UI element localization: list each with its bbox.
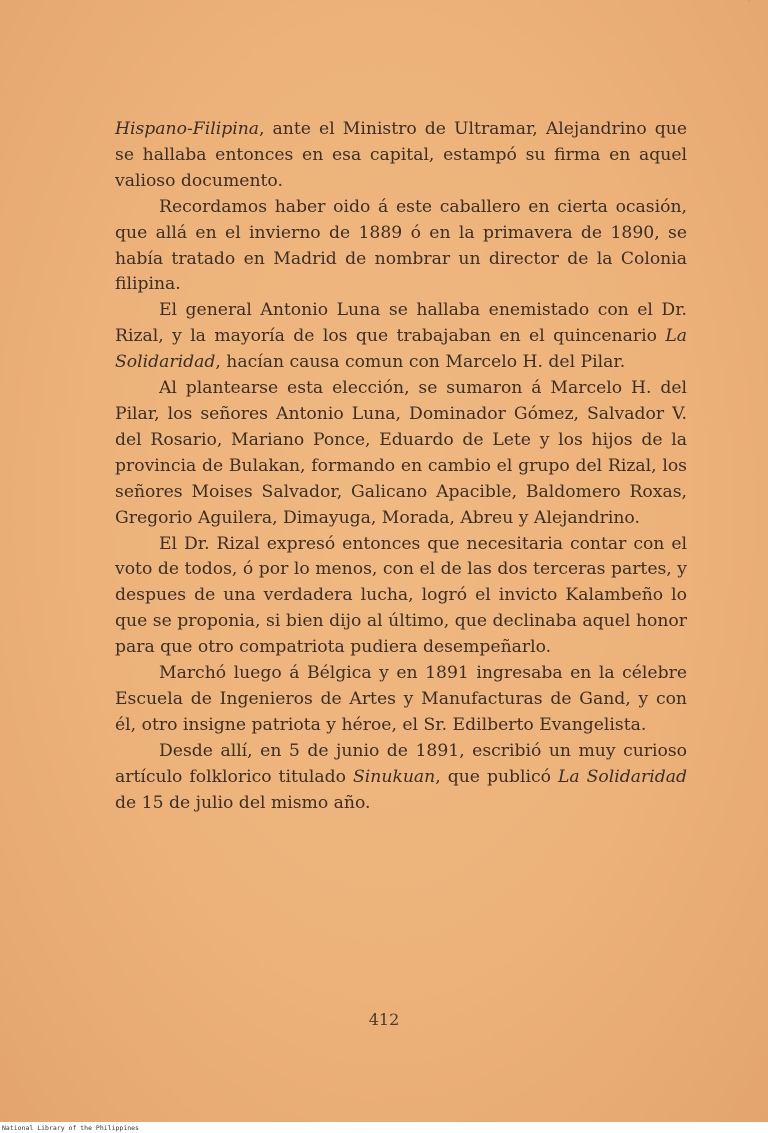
paragraph-4 [115,376,687,531]
paragraph-2 [115,195,687,299]
italic-title-la-solidaridad-2: La Solidaridad [558,766,687,787]
paragraph-2-text: Recordamos haber oido á este caballero en cierta ocasión, que allá en el invierno de 1889 ó en la primavera de 1890, se había tratado en Madrid de nombrar un director de la Colonia filipina. [115,196,687,295]
page-number: 412 [368,1010,400,1029]
paragraph-7-text-before: Desde allí, en 5 de junio de 1891, escribió un muy curioso artículo folklorico titulado [115,740,687,787]
paragraph-7-text-middle: , que publicó [435,766,558,787]
paragraph-7-text-after: de 15 de julio del mismo año. [115,792,371,813]
library-footer: National Library of the Philippines [2,1124,139,1132]
paragraph-1 [115,117,687,195]
page-text [115,117,687,816]
italic-title-sinukuan: Sinukuan [353,766,436,787]
paragraph-6-text: Marchó luego á Bélgica y en 1891 ingresaba en la célebre Escuela de Ingenieros de Artes y Manufacturas de Gand, y con él, otro insigne patriota y héroe, el Sr. Edilberto Evangelista. [115,663,687,735]
page-crease [677,0,750,34]
paragraph-3 [115,298,687,376]
paragraph-3-text-after: , hacían causa comun con Marcelo H. del Pilar. [215,352,626,373]
paragraph-6 [115,661,687,739]
paragraph-3-text-before: El general Antonio Luna se hallaba enemistado con el Dr. Rizal, y la mayoría de los que trabajaban en el quincenario [115,300,687,347]
italic-title-la-solidaridad: La Solidaridad [115,326,687,373]
paragraph-7 [115,739,687,817]
paragraph-5-text: El Dr. Rizal expresó entonces que necesitaria contar con el voto de todos, ó por lo menos, con el de las dos terceras partes, y despues de una verdadera lucha, logró el invicto Kalambeño lo que se proponia, si bien dijo al último, que declinaba aquel honor para que otro compatriota pudiera desempeñarlo. [115,533,687,658]
paragraph-5 [115,532,687,662]
italic-title-hispano-filipina: Hispano-Filipina [115,119,260,139]
paragraph-4-text: Al plantearse esta elección, se sumaron á Marcelo H. del Pilar, los señores Antonio Luna, Dominador Gómez, Salvador V. del Rosario, Mariano Ponce, Eduardo de Lete y los hijos de la provincia de Bulakan, formando en cambio el grupo del Rizal, los señores Moises Salvador, Galicano Apacible, Baldomero Roxas, Gregorio Aguilera, Dimayuga, Morada, Abreu y Alejandrino. [115,378,687,528]
paragraph-1-text: , ante el Ministro de Ultramar, Alejandrino que se hallaba entonces en esa capital, estampó su firma en aquel valioso documento. [115,119,687,191]
